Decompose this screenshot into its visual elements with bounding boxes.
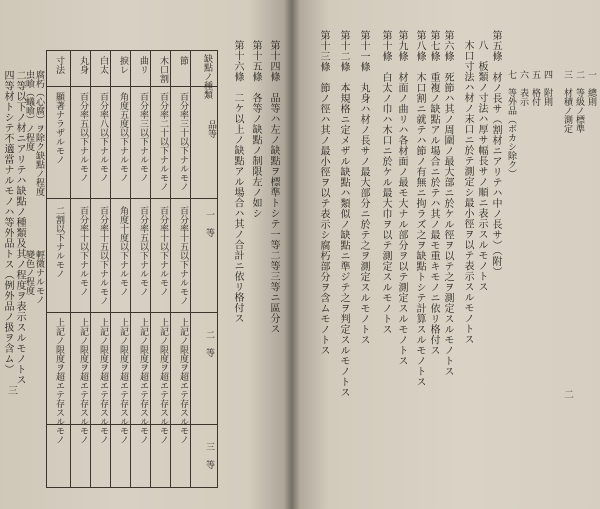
table-cell: 上記ノ限度ヲ超エテ存スルモノ: [98, 318, 108, 444]
table-cell: 百分率八以下ナルモノ: [98, 92, 108, 182]
toc-item: 七 等外品（ボカシ除ク）: [506, 70, 516, 178]
article-text: 第六條 死節ハ其ノ周圍ノ最大部ニ於ケル徑ヲ以テ之ヲ測定スルモノトス: [442, 30, 453, 377]
table-cell: 百分率三十以下ナルモノ: [178, 92, 188, 191]
book-gutter: [284, 0, 300, 509]
table-corner-label: 缺點ノ種類: [202, 54, 212, 99]
table-cell: 百分率十五以下ナルモノ: [98, 206, 108, 305]
toc-item: 二 等級ノ標準: [574, 70, 584, 133]
table-cell: 顯著ナラザルモノ: [54, 92, 64, 164]
toc-item: 四 附則: [542, 70, 552, 106]
article-text: 第十條 白太ノ巾ハ木口ニ於ケル最大巾ヲ以テ測定スルモノトス: [380, 30, 391, 335]
article-text: 第十二條 本規格ニ定メザル缺點ハ類似ノ缺點ニ準ジテ之ヲ判定スルモノトス: [338, 30, 349, 398]
table-cell: 百分率十五以下ナルモノ: [178, 206, 188, 305]
table-cell: 百分率十以下ナルモノ: [78, 206, 88, 296]
table-cell: 上記ノ限度ヲ超エテ存スルモノ: [158, 318, 168, 444]
toc-item: 三 材積ノ測定: [562, 70, 572, 133]
article-text: 第十五條 各等ノ缺點ノ制限左ノ如シ: [250, 40, 261, 219]
toc-item: 六 表示: [518, 70, 528, 106]
defect-name: 節: [178, 56, 188, 65]
defect-name: 木口割: [158, 56, 168, 83]
closing-text: 四等材トシテ不適當ナルモノハ等外品トス（例外品ノ扱ヲ含ム）: [2, 70, 13, 375]
left-page: [0, 0, 292, 509]
table-cell: 百分率二十以下ナルモノ: [158, 92, 168, 191]
closing-text: 二等以下ノ材ニアリテハ缺點ノ種類及其ノ程度ヲ表示スルモノトス: [14, 70, 25, 385]
grade-label: 三 等: [204, 442, 214, 469]
table-note: 腐朽（心腐）ヲ除ク缺點ノ程度: [34, 70, 44, 196]
table-cell: 上記ノ限度ヲ超エテ存スルモノ: [138, 318, 148, 444]
table-note: 變色ノ程度: [24, 250, 34, 295]
table-footnote: 輕微ナルモノ: [34, 250, 44, 304]
table-cell: 百分率五以下ナルモノ: [138, 206, 148, 296]
toc-item: 五 格付: [530, 70, 540, 106]
table-cell: 上記ノ限度ヲ超エテ存スルモノ: [178, 318, 188, 444]
table-cell: 百分率三以下ナルモノ: [138, 92, 148, 182]
defect-name: 丸身: [78, 56, 88, 74]
article-text: 第五條 材ノ長サ（割材ニアリテハ中ノ長サ）（附）: [490, 30, 501, 277]
defect-name: 寸法: [54, 56, 64, 74]
article-text: 第十六條 二ケ以上ノ缺點アル場合ハ其ノ合計ニ依リ格付ス: [232, 40, 243, 324]
table-cell: 百分率十以下ナルモノ: [158, 206, 168, 296]
article-text: 第八條 木口割ニ就テハ節ノ有無ニ拘ラズ之ヲ缺點トシテ計算スルモノトス: [414, 30, 425, 387]
toc-item: 一 總則: [586, 70, 596, 106]
table-note: 虫喰（蟻喰）ノ程度: [24, 70, 34, 151]
table-cell: 角度十度以下ナルモノ: [118, 206, 128, 296]
page-number: 三: [8, 386, 18, 397]
table-cell: 角度五度以下ナルモノ: [118, 92, 128, 182]
article-text: 第十一條 丸身ハ材ノ長サノ最大部分ニ於テ之ヲ測定スルモノトス: [358, 30, 369, 345]
grade-label: 一 等: [204, 210, 214, 237]
table-cell: 百分率五以下ナルモノ: [78, 92, 88, 182]
table-cell: 上記ノ限度ヲ超エテ存スルモノ: [54, 318, 64, 444]
grade-header: 品等: [206, 120, 216, 138]
article-text: 第九條 材面ノ曲リハ各材面ノ最モ大ナル部分ヲ以テ測定スルモノトス: [396, 30, 407, 366]
right-page: [292, 0, 600, 509]
article-text: 木口寸法ハ材ノ末口ニ於テ測定シ最小徑ヲ以テ表示スルモノトス: [462, 40, 473, 345]
article-text: 第七條 重複ノ缺點アル場合ニ於テハ其ノ最モ重キモノニ依リ格付ス: [428, 30, 439, 356]
table-cell: 上記ノ限度ヲ超エテ存スルモノ: [78, 318, 88, 444]
defect-name: 捩レ: [118, 56, 128, 74]
grade-label: 二 等: [204, 330, 214, 357]
article-text: 第十三條 節ノ徑ハ其ノ最小徑ヲ以テ表示シ腐朽部分ヲ含ムモノトス: [318, 30, 329, 356]
table-cell: 上記ノ限度ヲ超エテ存スルモノ: [118, 318, 128, 444]
article-text: 第十四條 品等ハ左ノ缺點ヲ標準トシテ一等二等三等ニ區分ス: [268, 40, 279, 334]
table-cell: 二割以下ナルモノ: [54, 206, 64, 278]
defect-name: 白太: [98, 56, 108, 74]
article-text: 八 板類ノ寸法ハ厚サ幅長サノ順ニ表示スルモノトス: [476, 40, 487, 292]
grade-table: [46, 50, 218, 488]
defect-name: 曲リ: [138, 56, 148, 74]
page-number: 二: [564, 390, 574, 401]
